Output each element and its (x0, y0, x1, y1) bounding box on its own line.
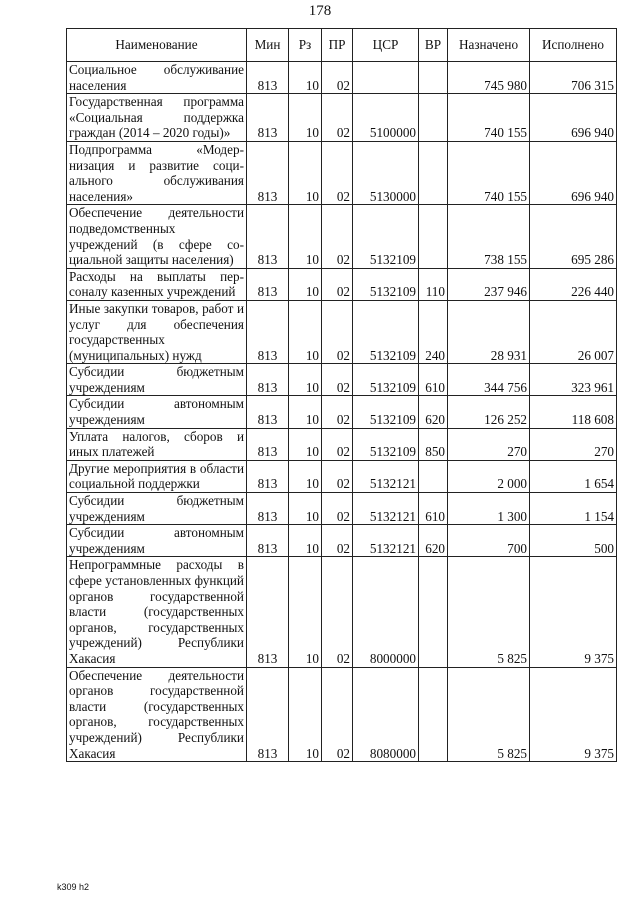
cell-rz: 10 (289, 141, 322, 204)
table-header-row (67, 29, 617, 62)
cell-pr: 02 (322, 667, 353, 762)
cell-pr: 02 (322, 141, 353, 204)
cell-vr: 110 (419, 268, 448, 300)
cell-csr: 5132121 (353, 460, 419, 492)
cell-name: Обеспечение деятельности подведомственных учреждений (в сфере социальной защиты населения) (67, 205, 247, 268)
cell-rz: 10 (289, 667, 322, 762)
col-header-min: Мин (247, 29, 289, 62)
cell-csr: 5132109 (353, 300, 419, 363)
cell-min: 813 (247, 300, 289, 363)
table-row (67, 205, 617, 268)
cell-assigned: 28 931 (448, 300, 530, 363)
cell-min: 813 (247, 557, 289, 667)
cell-pr: 02 (322, 300, 353, 363)
cell-min: 813 (247, 667, 289, 762)
cell-vr: 610 (419, 493, 448, 525)
cell-name: Субсидии автономным учреждениям (67, 525, 247, 557)
cell-min: 813 (247, 364, 289, 396)
cell-vr: 240 (419, 300, 448, 363)
cell-name: Социальное обслуживание населения (67, 62, 247, 94)
cell-csr: 5132121 (353, 525, 419, 557)
cell-assigned: 237 946 (448, 268, 530, 300)
table-row (67, 94, 617, 142)
table-row (67, 428, 617, 460)
cell-name: Непрограммные расходы в сфере установленных функций органов государственной власти (государственных органов, государственных учреждений) Республики Хакасия (67, 557, 247, 667)
cell-executed: 500 (530, 525, 617, 557)
cell-vr (419, 94, 448, 142)
cell-min: 813 (247, 396, 289, 428)
cell-assigned: 344 756 (448, 364, 530, 396)
cell-name: Иные закупки товаров, работ и услуг для обеспечения государственных (муниципальных) нужд (67, 300, 247, 363)
col-header-csr: ЦСР (353, 29, 419, 62)
cell-name: Другие мероприятия в области социальной поддержки (67, 460, 247, 492)
table-row (67, 62, 617, 94)
cell-assigned: 740 155 (448, 141, 530, 204)
cell-pr: 02 (322, 460, 353, 492)
cell-name: Субсидии автономным учреждениям (67, 396, 247, 428)
cell-min: 813 (247, 141, 289, 204)
cell-csr: 5132109 (353, 428, 419, 460)
cell-vr: 620 (419, 396, 448, 428)
table-row (67, 268, 617, 300)
cell-pr: 02 (322, 396, 353, 428)
cell-assigned: 2 000 (448, 460, 530, 492)
cell-assigned: 700 (448, 525, 530, 557)
cell-min: 813 (247, 94, 289, 142)
cell-executed: 1 154 (530, 493, 617, 525)
cell-pr: 02 (322, 205, 353, 268)
cell-min: 813 (247, 428, 289, 460)
cell-min: 813 (247, 460, 289, 492)
table-row (67, 300, 617, 363)
cell-pr: 02 (322, 94, 353, 142)
cell-csr: 5132109 (353, 396, 419, 428)
cell-executed: 9 375 (530, 667, 617, 762)
cell-name: Субсидии бюджетным учреждениям (67, 364, 247, 396)
cell-rz: 10 (289, 493, 322, 525)
col-header-vr: ВР (419, 29, 448, 62)
cell-rz: 10 (289, 460, 322, 492)
cell-vr (419, 460, 448, 492)
cell-vr (419, 141, 448, 204)
cell-executed: 695 286 (530, 205, 617, 268)
cell-name: Уплата налогов, сборов и иных платежей (67, 428, 247, 460)
cell-assigned: 5 825 (448, 557, 530, 667)
cell-executed: 323 961 (530, 364, 617, 396)
table-row (67, 493, 617, 525)
cell-csr: 5132109 (353, 364, 419, 396)
col-header-rz: Рз (289, 29, 322, 62)
cell-rz: 10 (289, 94, 322, 142)
cell-rz: 10 (289, 62, 322, 94)
cell-executed: 1 654 (530, 460, 617, 492)
cell-csr: 5130000 (353, 141, 419, 204)
cell-name: Субсидии бюджетным учреждениям (67, 493, 247, 525)
cell-executed: 9 375 (530, 557, 617, 667)
cell-pr: 02 (322, 62, 353, 94)
cell-assigned: 738 155 (448, 205, 530, 268)
table-row (67, 396, 617, 428)
cell-csr (353, 62, 419, 94)
cell-csr: 5132109 (353, 205, 419, 268)
col-header-name: Наименование (67, 29, 247, 62)
cell-pr: 02 (322, 525, 353, 557)
cell-executed: 26 007 (530, 300, 617, 363)
cell-executed: 696 940 (530, 94, 617, 142)
cell-pr: 02 (322, 557, 353, 667)
col-header-executed: Исполнено (530, 29, 617, 62)
cell-vr (419, 667, 448, 762)
cell-csr: 8000000 (353, 557, 419, 667)
cell-rz: 10 (289, 268, 322, 300)
cell-vr: 610 (419, 364, 448, 396)
cell-name: Обеспечение деятельности органов государственной власти (государственных органов, государственных учреждений) Республики Хакасия (67, 667, 247, 762)
footer-code: k309 h2 (57, 882, 90, 892)
cell-executed: 696 940 (530, 141, 617, 204)
cell-pr: 02 (322, 493, 353, 525)
cell-vr: 850 (419, 428, 448, 460)
cell-rz: 10 (289, 300, 322, 363)
page-number: 178 (308, 3, 332, 19)
cell-csr: 8080000 (353, 667, 419, 762)
cell-min: 813 (247, 493, 289, 525)
cell-executed: 706 315 (530, 62, 617, 94)
cell-vr (419, 62, 448, 94)
cell-rz: 10 (289, 428, 322, 460)
cell-name: Подпрограмма «Модернизация и развитие социального обслуживания населения» (67, 141, 247, 204)
cell-min: 813 (247, 525, 289, 557)
cell-assigned: 126 252 (448, 396, 530, 428)
budget-table (66, 28, 617, 762)
cell-executed: 226 440 (530, 268, 617, 300)
table-row (67, 364, 617, 396)
cell-vr (419, 557, 448, 667)
cell-pr: 02 (322, 268, 353, 300)
cell-assigned: 740 155 (448, 94, 530, 142)
cell-rz: 10 (289, 364, 322, 396)
cell-csr: 5100000 (353, 94, 419, 142)
cell-min: 813 (247, 62, 289, 94)
table-row (67, 525, 617, 557)
table-row (67, 141, 617, 204)
table-row (67, 667, 617, 762)
table-row (67, 557, 617, 667)
table-row (67, 460, 617, 492)
cell-assigned: 745 980 (448, 62, 530, 94)
cell-min: 813 (247, 205, 289, 268)
cell-csr: 5132121 (353, 493, 419, 525)
cell-vr: 620 (419, 525, 448, 557)
cell-rz: 10 (289, 396, 322, 428)
cell-name: Государственная программа «Социальная поддержка граждан (2014 – 2020 годы)» (67, 94, 247, 142)
cell-rz: 10 (289, 557, 322, 667)
cell-assigned: 1 300 (448, 493, 530, 525)
cell-csr: 5132109 (353, 268, 419, 300)
cell-assigned: 5 825 (448, 667, 530, 762)
cell-executed: 118 608 (530, 396, 617, 428)
cell-vr (419, 205, 448, 268)
cell-executed: 270 (530, 428, 617, 460)
cell-name: Расходы на выплаты персоналу казенных учреждений (67, 268, 247, 300)
cell-pr: 02 (322, 364, 353, 396)
col-header-pr: ПР (322, 29, 353, 62)
cell-rz: 10 (289, 205, 322, 268)
cell-pr: 02 (322, 428, 353, 460)
col-header-assigned: Назначено (448, 29, 530, 62)
cell-min: 813 (247, 268, 289, 300)
cell-rz: 10 (289, 525, 322, 557)
cell-assigned: 270 (448, 428, 530, 460)
